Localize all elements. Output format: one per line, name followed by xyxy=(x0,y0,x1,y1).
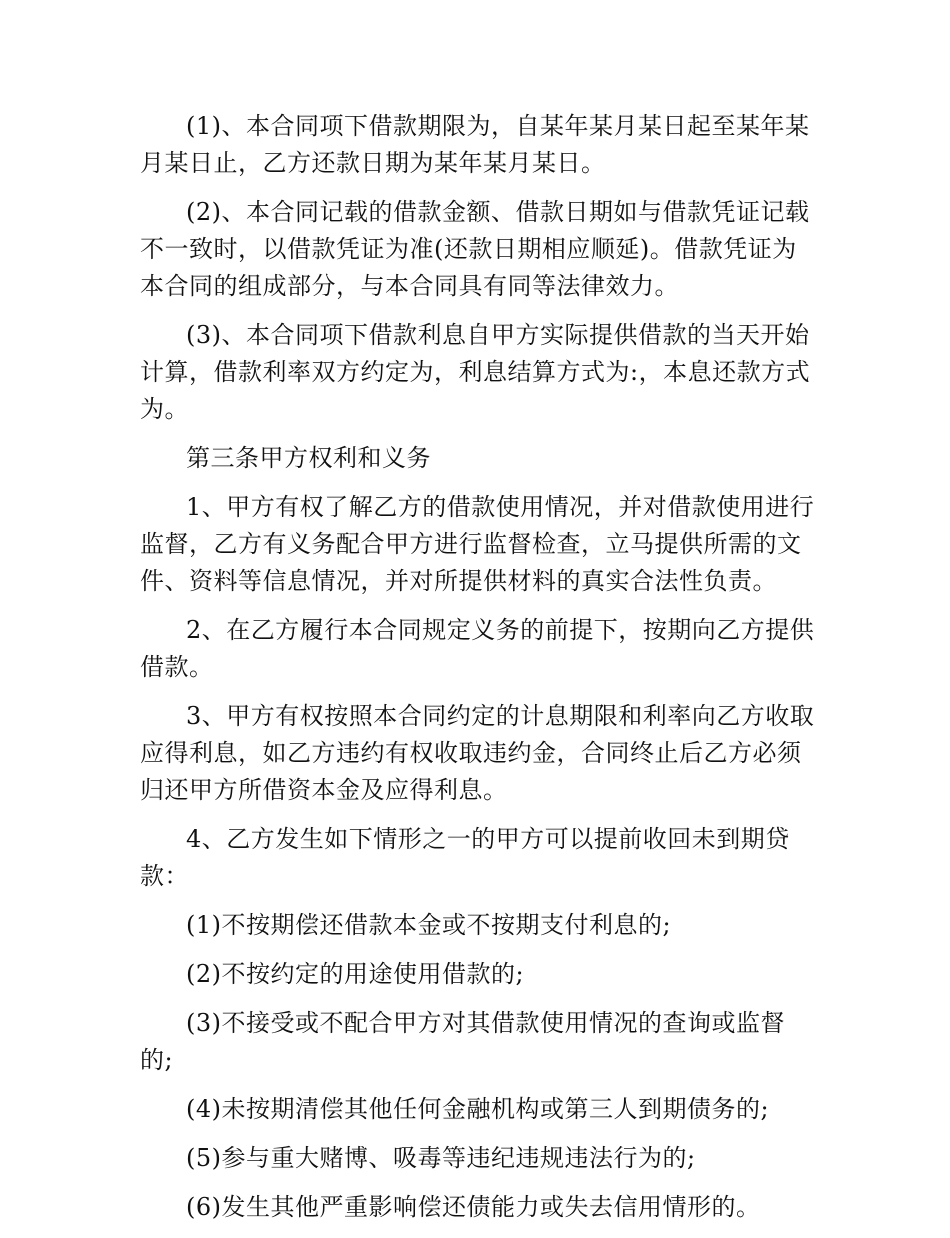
list-item-3: (3)不接受或不配合甲方对其借款使用情况的查询或监督的; xyxy=(140,1009,785,1074)
list-item-6: (6)发生其他严重影响偿还债能力或失去信用情形的。 xyxy=(186,1193,761,1221)
list-item-2: (2)不按约定的用途使用借款的; xyxy=(186,960,525,988)
list-item-4: (4)未按期清偿其他任何金融机构或第三人到期债务的; xyxy=(186,1095,770,1123)
clause-loan-term: (1)、本合同项下借款期限为，自某年某月某日起至某年某月某日止，乙方还款日期为某年某月某日。 xyxy=(140,112,810,177)
clause-loan-voucher: (2)、本合同记载的借款金额、借款日期如与借款凭证记载不一致时，以借款凭证为准(还款日期相应顺延)。借款凭证为本合同的组成部分，与本合同具有同等法律效力。 xyxy=(140,198,810,300)
clause-collect-interest: 3、甲方有权按照本合同约定的计息期限和利率向乙方收取应得利息，如乙方违约有权收取违约金，合同终止后乙方必须归还甲方所借资本金及应得利息。 xyxy=(140,702,815,804)
clause-provide-loan: 2、在乙方履行本合同规定义务的前提下，按期向乙方提供借款。 xyxy=(140,616,815,681)
section-heading-article-3: 第三条甲方权利和义务 xyxy=(186,444,431,472)
list-item-1: (1)不按期偿还借款本金或不按期支付利息的; xyxy=(186,911,672,939)
document-body xyxy=(140,108,815,1238)
clause-right-supervise: 1、甲方有权了解乙方的借款使用情况，并对借款使用进行监督，乙方有义务配合甲方进行监督检查，立马提供所需的文件、资料等信息情况，并对所提供材料的真实合法性负责。 xyxy=(140,493,815,595)
clause-interest: (3)、本合同项下借款利息自甲方实际提供借款的当天开始计算，借款利率双方约定为，利息结算方式为:，本息还款方式为。 xyxy=(140,321,811,423)
clause-early-recall: 4、乙方发生如下情形之一的甲方可以提前收回未到期贷款： xyxy=(140,825,790,890)
list-item-5: (5)参与重大赌博、吸毒等违纪违规违法行为的; xyxy=(186,1144,696,1172)
